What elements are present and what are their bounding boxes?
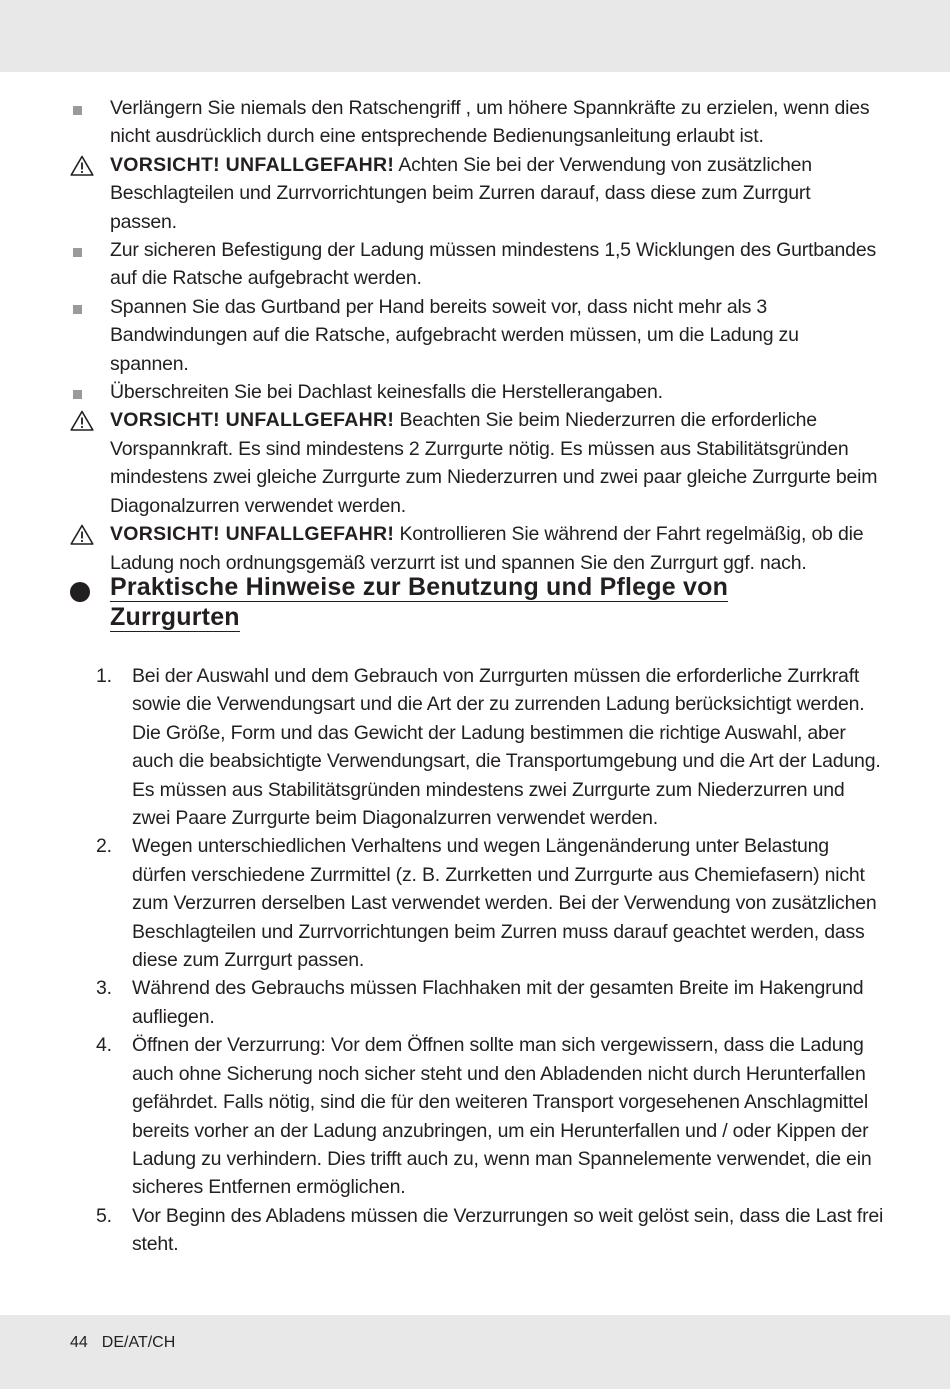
- numbered-item: [96, 974, 886, 1031]
- list-item: [70, 236, 880, 293]
- list-item-text: Beachten Sie beim Niederzurren die erforderliche Vorspannkraft. Es sind mindestens 2 Zurrgurte nötig. Es müssen aus Stabilitätsgründen mindestens zwei gleiche Zurrgurte zum Niederzurren und zwei paar gleiche Zurrgurte beim Diagonalzurren verwendet werden.: [110, 409, 878, 517]
- item-number: 3.: [96, 977, 112, 1000]
- list-item-text: Spannen Sie das Gurtband per Hand bereits soweit vor, dass nicht mehr als 3 Bandwindungen auf die Ratsche, aufgebracht werden müssen, um die Ladung zu spannen.: [110, 295, 799, 375]
- warning-label: VORSICHT! UNFALLGEFAHR!: [110, 153, 395, 176]
- list-item-text: Überschreiten Sie bei Dachlast keinesfalls die Herstellerangaben.: [110, 381, 663, 404]
- numbered-list: [96, 662, 886, 1259]
- warning-label: VORSICHT! UNFALLGEFAHR!: [110, 523, 395, 546]
- item-number: 4.: [96, 1034, 112, 1057]
- bullet-dot-icon: [70, 582, 90, 602]
- safety-list: [70, 94, 880, 577]
- list-item-text: Verlängern Sie niemals den Ratschengriff , um höhere Spannkräfte zu erzielen, wenn dies nicht ausdrücklich durch eine entsprechende Bedienungsanleitung erlaubt ist.: [110, 97, 870, 148]
- square-bullet-icon: [70, 94, 94, 122]
- square-bullet-icon: [70, 293, 94, 321]
- section-title: Praktische Hinweise zur Benutzung und Pflege von Zurrgurten: [110, 573, 729, 631]
- list-item: [70, 378, 880, 406]
- list-item: [70, 293, 880, 378]
- item-text: Während des Gebrauchs müssen Flachhaken mit der gesamten Breite im Hakengrund aufliegen.: [132, 977, 864, 1028]
- numbered-item: [96, 832, 886, 974]
- list-item: [70, 94, 880, 151]
- warning-triangle-icon: [70, 406, 94, 434]
- numbered-item: [96, 662, 886, 832]
- item-number: 5.: [96, 1204, 112, 1227]
- list-item-text: Zur sicheren Befestigung der Ladung müssen mindestens 1,5 Wicklungen des Gurtbandes auf die Ratsche aufgebracht werden.: [110, 239, 877, 290]
- page-footer: [70, 1334, 189, 1352]
- square-bullet-icon: [70, 378, 94, 406]
- numbered-item: [96, 1202, 886, 1259]
- item-text: Wegen unterschiedlichen Verhaltens und wegen Längenänderung unter Belastung dürfen verschiedene Zurrmittel (z. B. Zurrketten und Zurrgurte aus Chemiefasern) nicht zum Verzurren derselben Last verwendet werden. Bei der Verwendung von zusätzlichen Beschlagteilen und Zurrvorrichtungen beim Zurren muss darauf geachtet werden, dass diese zum Zurrgurt passen.: [132, 835, 877, 972]
- page-number: 44: [70, 1334, 88, 1351]
- list-item-text: Achten Sie bei der Verwendung von zusätzlichen Beschlagteilen und Zurrvorrichtungen beim Zurren darauf, dass diese zum Zurrgurt passen.: [110, 153, 812, 233]
- item-text: Öffnen der Verzurrung: Vor dem Öffnen sollte man sich vergewissern, dass die Ladung auch ohne Sicherung noch sicher steht und den Abladenden nicht durch Herunterfallen gefährdet. Falls nötig, sind die für den weiteren Transport vorgesehenen Anschlagmittel bereits vorher an der Ladung anzubringen, um ein Herunterfallen und / oder Kippen der Ladung zu verhindern. Dies trifft auch zu, wenn man Spannelemente verwendet, die ein sicheres Entfernen ermöglichen.: [132, 1034, 872, 1199]
- list-item-text: Kontrollieren Sie während der Fahrt regelmäßig, ob die Ladung noch ordnungsgemäß verzurrt ist und spannen Sie den Zurrgurt ggf. nach.: [110, 523, 864, 574]
- numbered-item: [96, 1031, 886, 1201]
- header-band: [0, 0, 950, 72]
- item-text: Bei der Auswahl und dem Gebrauch von Zurrgurten müssen die erforderliche Zurrkraft sowie die Verwendungsart und die Art der zu zurrenden Ladung berücksichtigt werden. Die Größe, Form und das Gewicht der Ladung bestimmen die richtige Auswahl, aber auch die beabsichtigte Verwendungsart, die Transportumgebung und die Art der Ladung. Es müssen aus Stabilitätsgründen mindestens zwei Zurrgurte zum Niederzurren und zwei Paare Zurrgurte beim Diagonalzurren verwendet werden.: [132, 665, 881, 830]
- list-item: [70, 520, 880, 577]
- list-item: [70, 406, 880, 520]
- footer-band: [0, 1315, 950, 1389]
- list-item: [70, 151, 880, 236]
- warning-triangle-icon: [70, 151, 94, 179]
- square-bullet-icon: [70, 236, 94, 264]
- warning-triangle-icon: [70, 520, 94, 548]
- warning-label: VORSICHT! UNFALLGEFAHR!: [110, 409, 395, 432]
- item-number: 1.: [96, 665, 112, 687]
- item-text: Vor Beginn des Abladens müssen die Verzurrungen so weit gelöst sein, dass die Last frei steht.: [132, 1204, 884, 1256]
- item-number: 2.: [96, 835, 112, 858]
- locale-label: DE/AT/CH: [101, 1334, 176, 1351]
